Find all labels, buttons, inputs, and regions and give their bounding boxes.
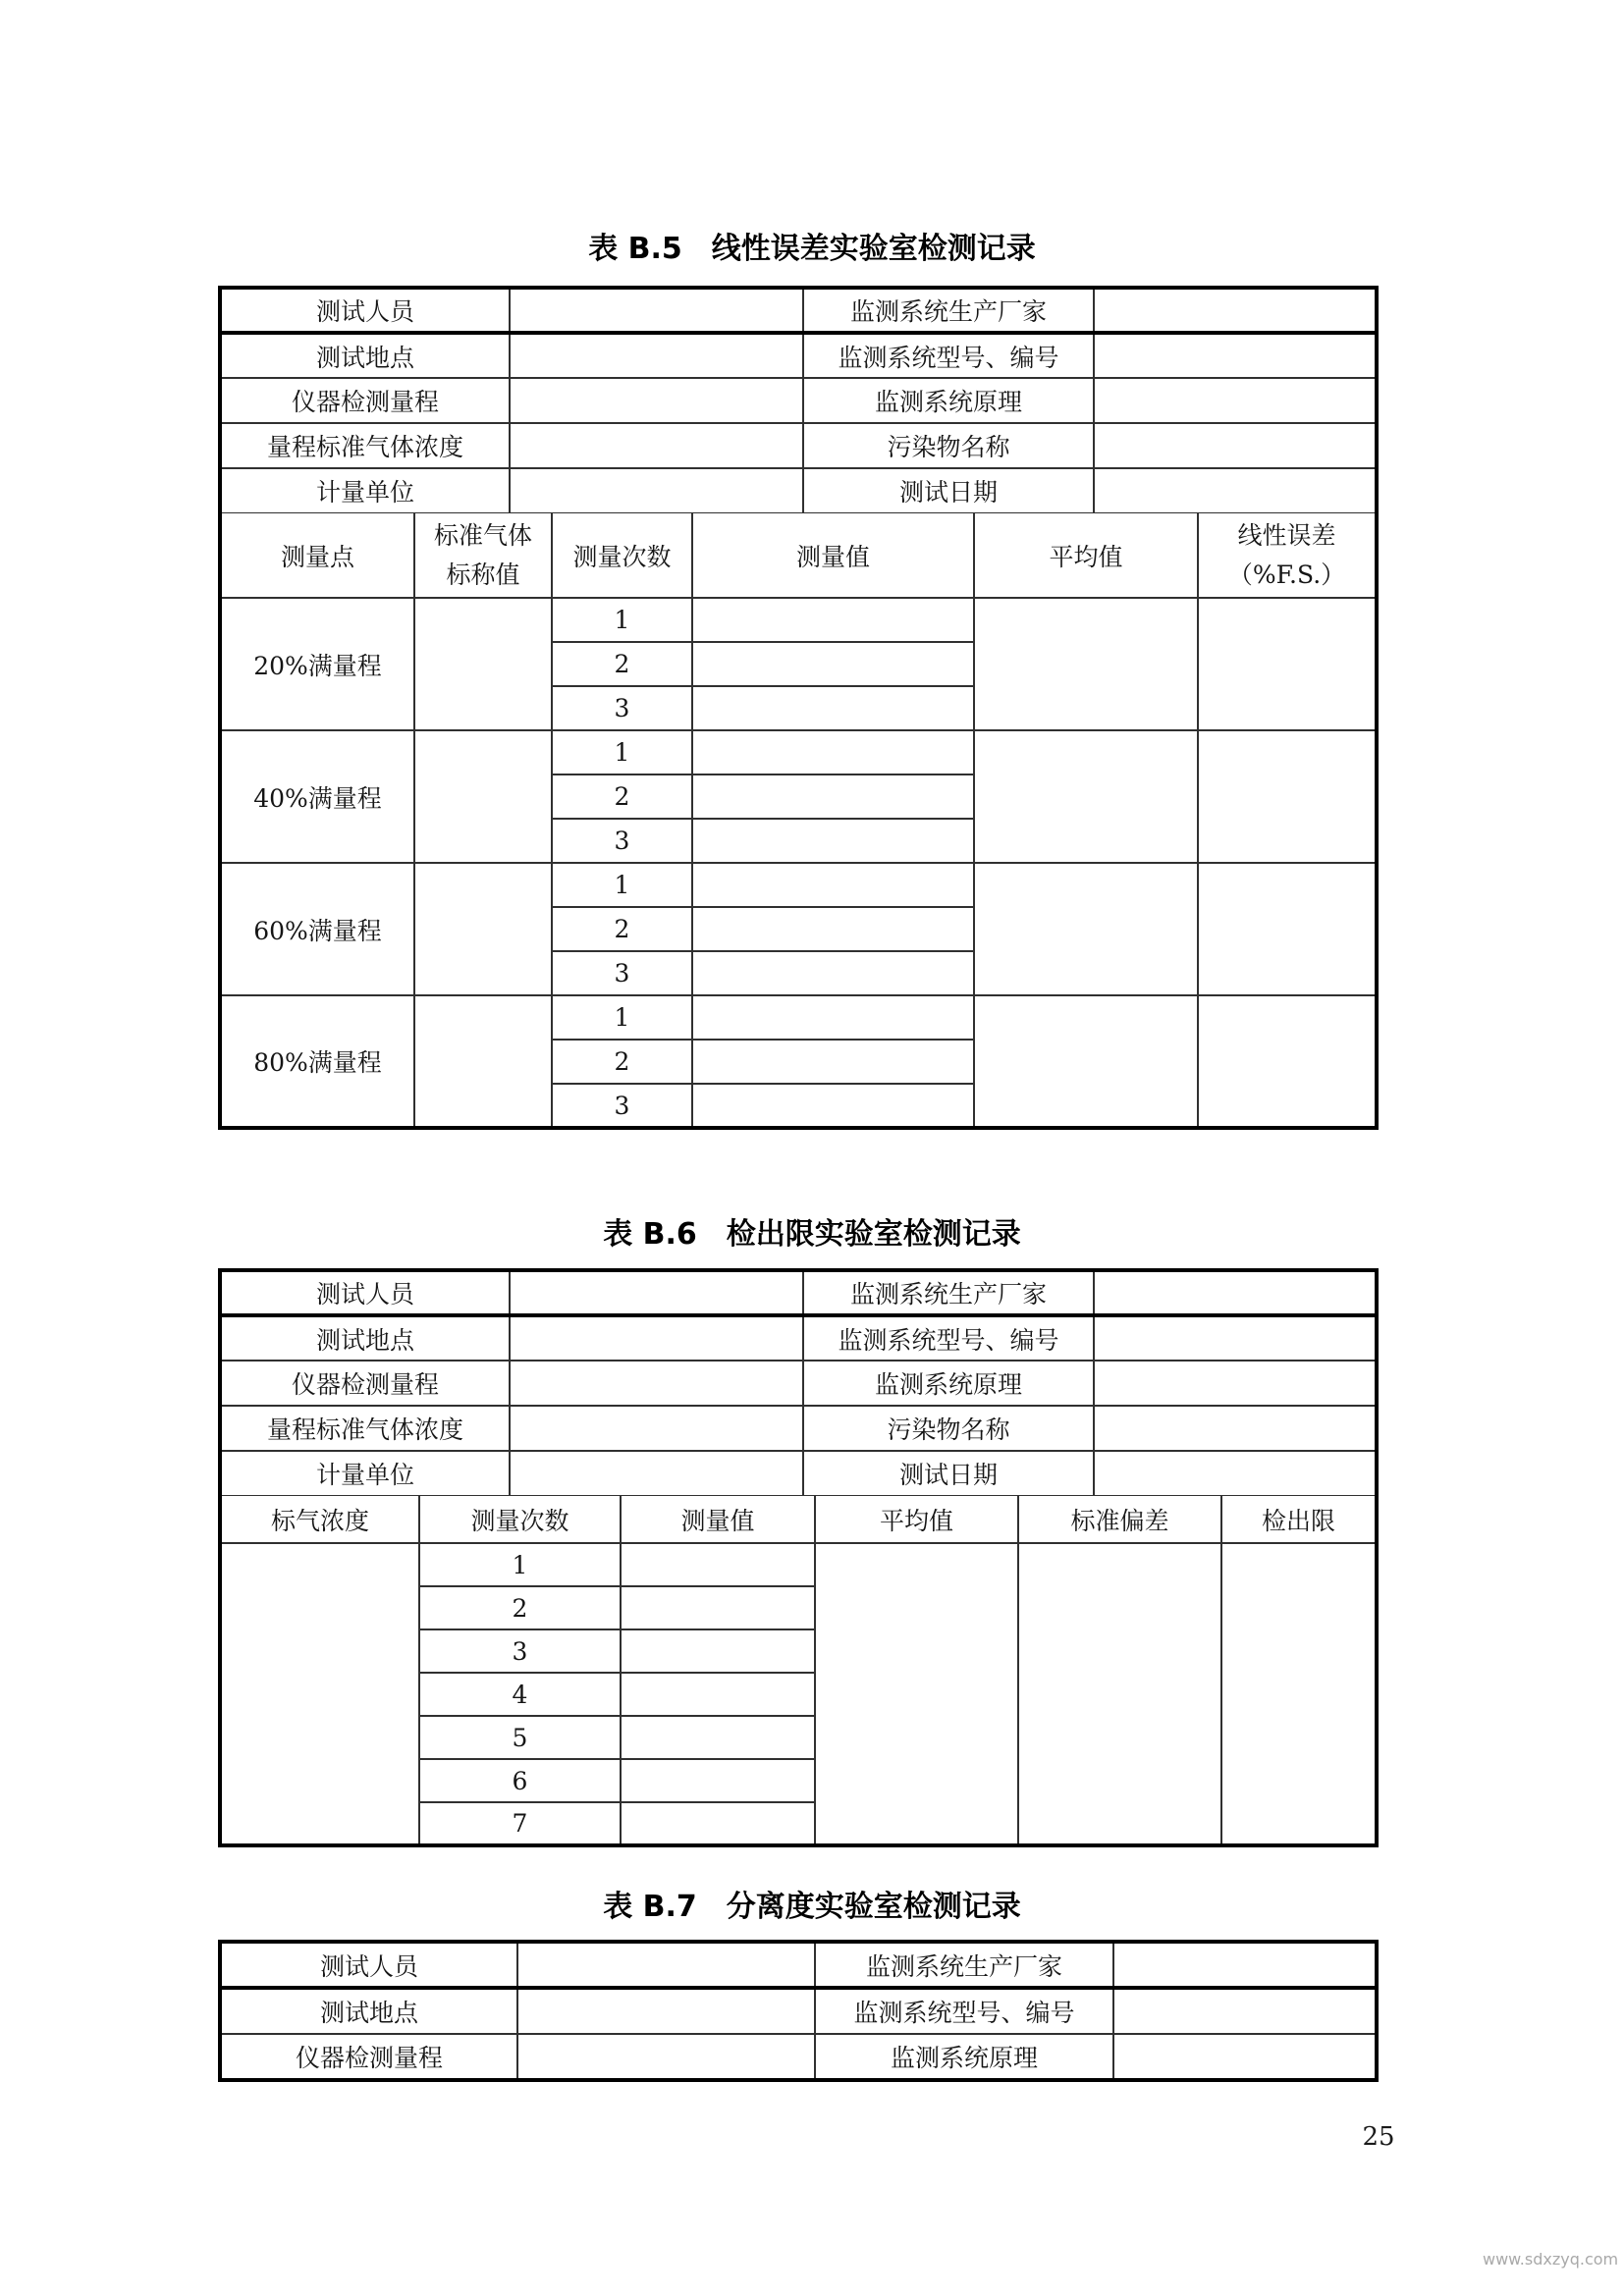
info-value-cell — [517, 1988, 815, 2034]
info-label: 监测系统原理 — [803, 1361, 1094, 1406]
measurement-value-cell — [621, 1802, 815, 1845]
info-label: 测试地点 — [220, 1315, 510, 1361]
measure-point-cell: 60%满量程 — [220, 863, 414, 995]
table-row — [220, 1988, 1377, 2034]
nominal-value-cell — [414, 598, 552, 730]
info-label: 测试人员 — [220, 288, 510, 333]
info-value-cell — [517, 1942, 815, 1988]
linear-error-cell — [1198, 730, 1377, 863]
measurement-index-cell: 5 — [419, 1716, 621, 1759]
info-value-cell — [510, 1451, 803, 1496]
info-value-cell — [1094, 288, 1377, 333]
info-label: 测试日期 — [803, 468, 1094, 513]
info-label: 仪器检测量程 — [220, 2034, 517, 2080]
measurement-value-cell — [692, 819, 974, 863]
info-label: 监测系统原理 — [803, 378, 1094, 423]
measurement-index-cell: 2 — [552, 1040, 692, 1084]
column-header: 平均值 — [815, 1496, 1018, 1543]
info-value-cell — [1094, 1406, 1377, 1451]
gas-concentration-cell — [220, 1543, 419, 1845]
info-value-cell — [1094, 468, 1377, 513]
column-header-line: 线性误差 — [1237, 520, 1336, 550]
info-label: 计量单位 — [220, 1451, 510, 1496]
measurement-index-cell: 2 — [552, 774, 692, 819]
table-row — [220, 1451, 1377, 1496]
measurement-value-cell — [621, 1759, 815, 1802]
info-label: 监测系统型号、编号 — [815, 1988, 1113, 2034]
info-label: 量程标准气体浓度 — [220, 1406, 510, 1451]
table-row — [220, 1270, 1377, 1315]
table-row — [220, 1406, 1377, 1451]
column-header: 测量次数 — [419, 1496, 621, 1543]
page-number: 25 — [1362, 2122, 1395, 2152]
info-value-cell — [1094, 1361, 1377, 1406]
info-value-cell — [510, 1361, 803, 1406]
linear-error-cell — [1198, 598, 1377, 730]
table-b7-caption — [0, 1882, 1624, 1925]
measurement-value-cell — [692, 642, 974, 686]
measurement-index-cell: 3 — [552, 1084, 692, 1128]
measurement-index-cell: 4 — [419, 1673, 621, 1716]
info-value-cell — [510, 423, 803, 468]
table-row — [220, 1543, 1377, 1586]
measurement-value-cell — [692, 863, 974, 907]
header-row — [220, 1496, 1377, 1543]
measurement-index-cell: 7 — [419, 1802, 621, 1845]
average-cell — [974, 863, 1198, 995]
table-b5-data — [218, 513, 1379, 1130]
column-header-line: 标准气体 — [433, 520, 532, 550]
measurement-index-cell: 2 — [552, 642, 692, 686]
measurement-index-cell: 3 — [552, 686, 692, 730]
average-cell — [815, 1543, 1018, 1845]
watermark: www.sdxzyq.com — [1483, 2250, 1619, 2269]
table-row — [220, 1361, 1377, 1406]
info-label: 污染物名称 — [803, 423, 1094, 468]
table-row — [220, 333, 1377, 378]
column-header-line: （%F.S.） — [1227, 560, 1346, 589]
info-value-cell — [1113, 1942, 1377, 1988]
info-label: 测试日期 — [803, 1451, 1094, 1496]
measurement-value-cell — [621, 1629, 815, 1673]
table-row — [220, 1942, 1377, 1988]
info-value-cell — [1113, 2034, 1377, 2080]
measurement-value-cell — [692, 686, 974, 730]
measurement-index-cell: 3 — [552, 951, 692, 995]
info-label: 测试人员 — [220, 1942, 517, 1988]
info-value-cell — [1094, 1270, 1377, 1315]
info-value-cell — [1094, 423, 1377, 468]
info-label: 测试地点 — [220, 333, 510, 378]
table-row — [220, 468, 1377, 513]
measurement-value-cell — [621, 1716, 815, 1759]
table-row — [220, 288, 1377, 333]
measurement-index-cell: 6 — [419, 1759, 621, 1802]
table-b5-label: 表 B.5 — [588, 232, 682, 266]
info-label: 监测系统型号、编号 — [803, 333, 1094, 378]
info-value-cell — [517, 2034, 815, 2080]
info-label: 计量单位 — [220, 468, 510, 513]
nominal-value-cell — [414, 730, 552, 863]
table-b6-title-text: 检出限实验室检测记录 — [726, 1217, 1021, 1252]
info-label: 污染物名称 — [803, 1406, 1094, 1451]
measurement-value-cell — [692, 951, 974, 995]
measurement-index-cell: 1 — [552, 730, 692, 774]
measurement-index-cell: 3 — [419, 1629, 621, 1673]
column-header: 检出限 — [1221, 1496, 1377, 1543]
measurement-value-cell — [692, 1040, 974, 1084]
table-b6-data — [218, 1496, 1379, 1847]
measurement-index-cell: 1 — [552, 598, 692, 642]
table-b7-info — [218, 1940, 1379, 2082]
average-cell — [974, 598, 1198, 730]
column-header: 测量值 — [692, 513, 974, 598]
measurement-value-cell — [621, 1673, 815, 1716]
measurement-value-cell — [692, 598, 974, 642]
detection-limit-cell — [1221, 1543, 1377, 1845]
table-row — [220, 378, 1377, 423]
column-header: 标准偏差 — [1018, 1496, 1221, 1543]
info-value-cell — [510, 378, 803, 423]
column-header: 标气浓度 — [220, 1496, 419, 1543]
measurement-index-cell: 1 — [552, 995, 692, 1040]
linear-error-cell — [1198, 995, 1377, 1128]
measurement-value-cell — [621, 1586, 815, 1629]
table-b6-caption — [0, 1209, 1624, 1253]
measurement-value-cell — [692, 1084, 974, 1128]
info-label: 监测系统生产厂家 — [803, 288, 1094, 333]
table-b5-caption — [0, 224, 1624, 267]
info-label: 测试人员 — [220, 1270, 510, 1315]
average-cell — [974, 995, 1198, 1128]
info-value-cell — [1094, 1451, 1377, 1496]
info-label: 监测系统生产厂家 — [815, 1942, 1113, 1988]
table-row — [220, 730, 1377, 774]
info-value-cell — [510, 1315, 803, 1361]
measurement-index-cell: 3 — [552, 819, 692, 863]
measurement-value-cell — [692, 730, 974, 774]
info-value-cell — [510, 288, 803, 333]
measure-point-cell: 20%满量程 — [220, 598, 414, 730]
info-value-cell — [1094, 378, 1377, 423]
table-row — [220, 1315, 1377, 1361]
info-value-cell — [1094, 1315, 1377, 1361]
info-label: 测试地点 — [220, 1988, 517, 2034]
nominal-value-cell — [414, 863, 552, 995]
info-value-cell — [510, 333, 803, 378]
header-row — [220, 513, 1377, 598]
table-row — [220, 423, 1377, 468]
nominal-value-cell — [414, 995, 552, 1128]
std-dev-cell — [1018, 1543, 1221, 1845]
info-label: 仪器检测量程 — [220, 1361, 510, 1406]
linear-error-cell — [1198, 863, 1377, 995]
measure-point-cell: 40%满量程 — [220, 730, 414, 863]
table-b6-info — [218, 1268, 1379, 1497]
measurement-index-cell: 2 — [552, 907, 692, 951]
info-label: 监测系统型号、编号 — [803, 1315, 1094, 1361]
measurement-value-cell — [692, 995, 974, 1040]
info-value-cell — [510, 1406, 803, 1451]
table-b5-info — [218, 286, 1379, 514]
table-b5-title-text: 线性误差实验室检测记录 — [711, 232, 1036, 266]
info-value-cell — [1113, 1988, 1377, 2034]
column-header — [414, 513, 552, 598]
average-cell — [974, 730, 1198, 863]
column-header — [1198, 513, 1377, 598]
table-row — [220, 995, 1377, 1040]
info-value-cell — [510, 468, 803, 513]
measurement-index-cell: 1 — [552, 863, 692, 907]
info-value-cell — [510, 1270, 803, 1315]
column-header: 测量点 — [220, 513, 414, 598]
table-b7-title-text: 分离度实验室检测记录 — [726, 1890, 1021, 1924]
info-value-cell — [1094, 333, 1377, 378]
table-b7-label: 表 B.7 — [603, 1890, 697, 1924]
column-header-line: 标称值 — [446, 560, 520, 589]
column-header: 测量次数 — [552, 513, 692, 598]
table-row — [220, 2034, 1377, 2080]
info-label: 监测系统原理 — [815, 2034, 1113, 2080]
measure-point-cell: 80%满量程 — [220, 995, 414, 1128]
measurement-value-cell — [692, 774, 974, 819]
measurement-index-cell: 2 — [419, 1586, 621, 1629]
column-header: 平均值 — [974, 513, 1198, 598]
info-label: 量程标准气体浓度 — [220, 423, 510, 468]
info-label: 仪器检测量程 — [220, 378, 510, 423]
measurement-value-cell — [621, 1543, 815, 1586]
measurement-value-cell — [692, 907, 974, 951]
table-b6-label: 表 B.6 — [603, 1217, 697, 1252]
measurement-index-cell: 1 — [419, 1543, 621, 1586]
info-label: 监测系统生产厂家 — [803, 1270, 1094, 1315]
table-row — [220, 598, 1377, 642]
table-row — [220, 863, 1377, 907]
column-header: 测量值 — [621, 1496, 815, 1543]
